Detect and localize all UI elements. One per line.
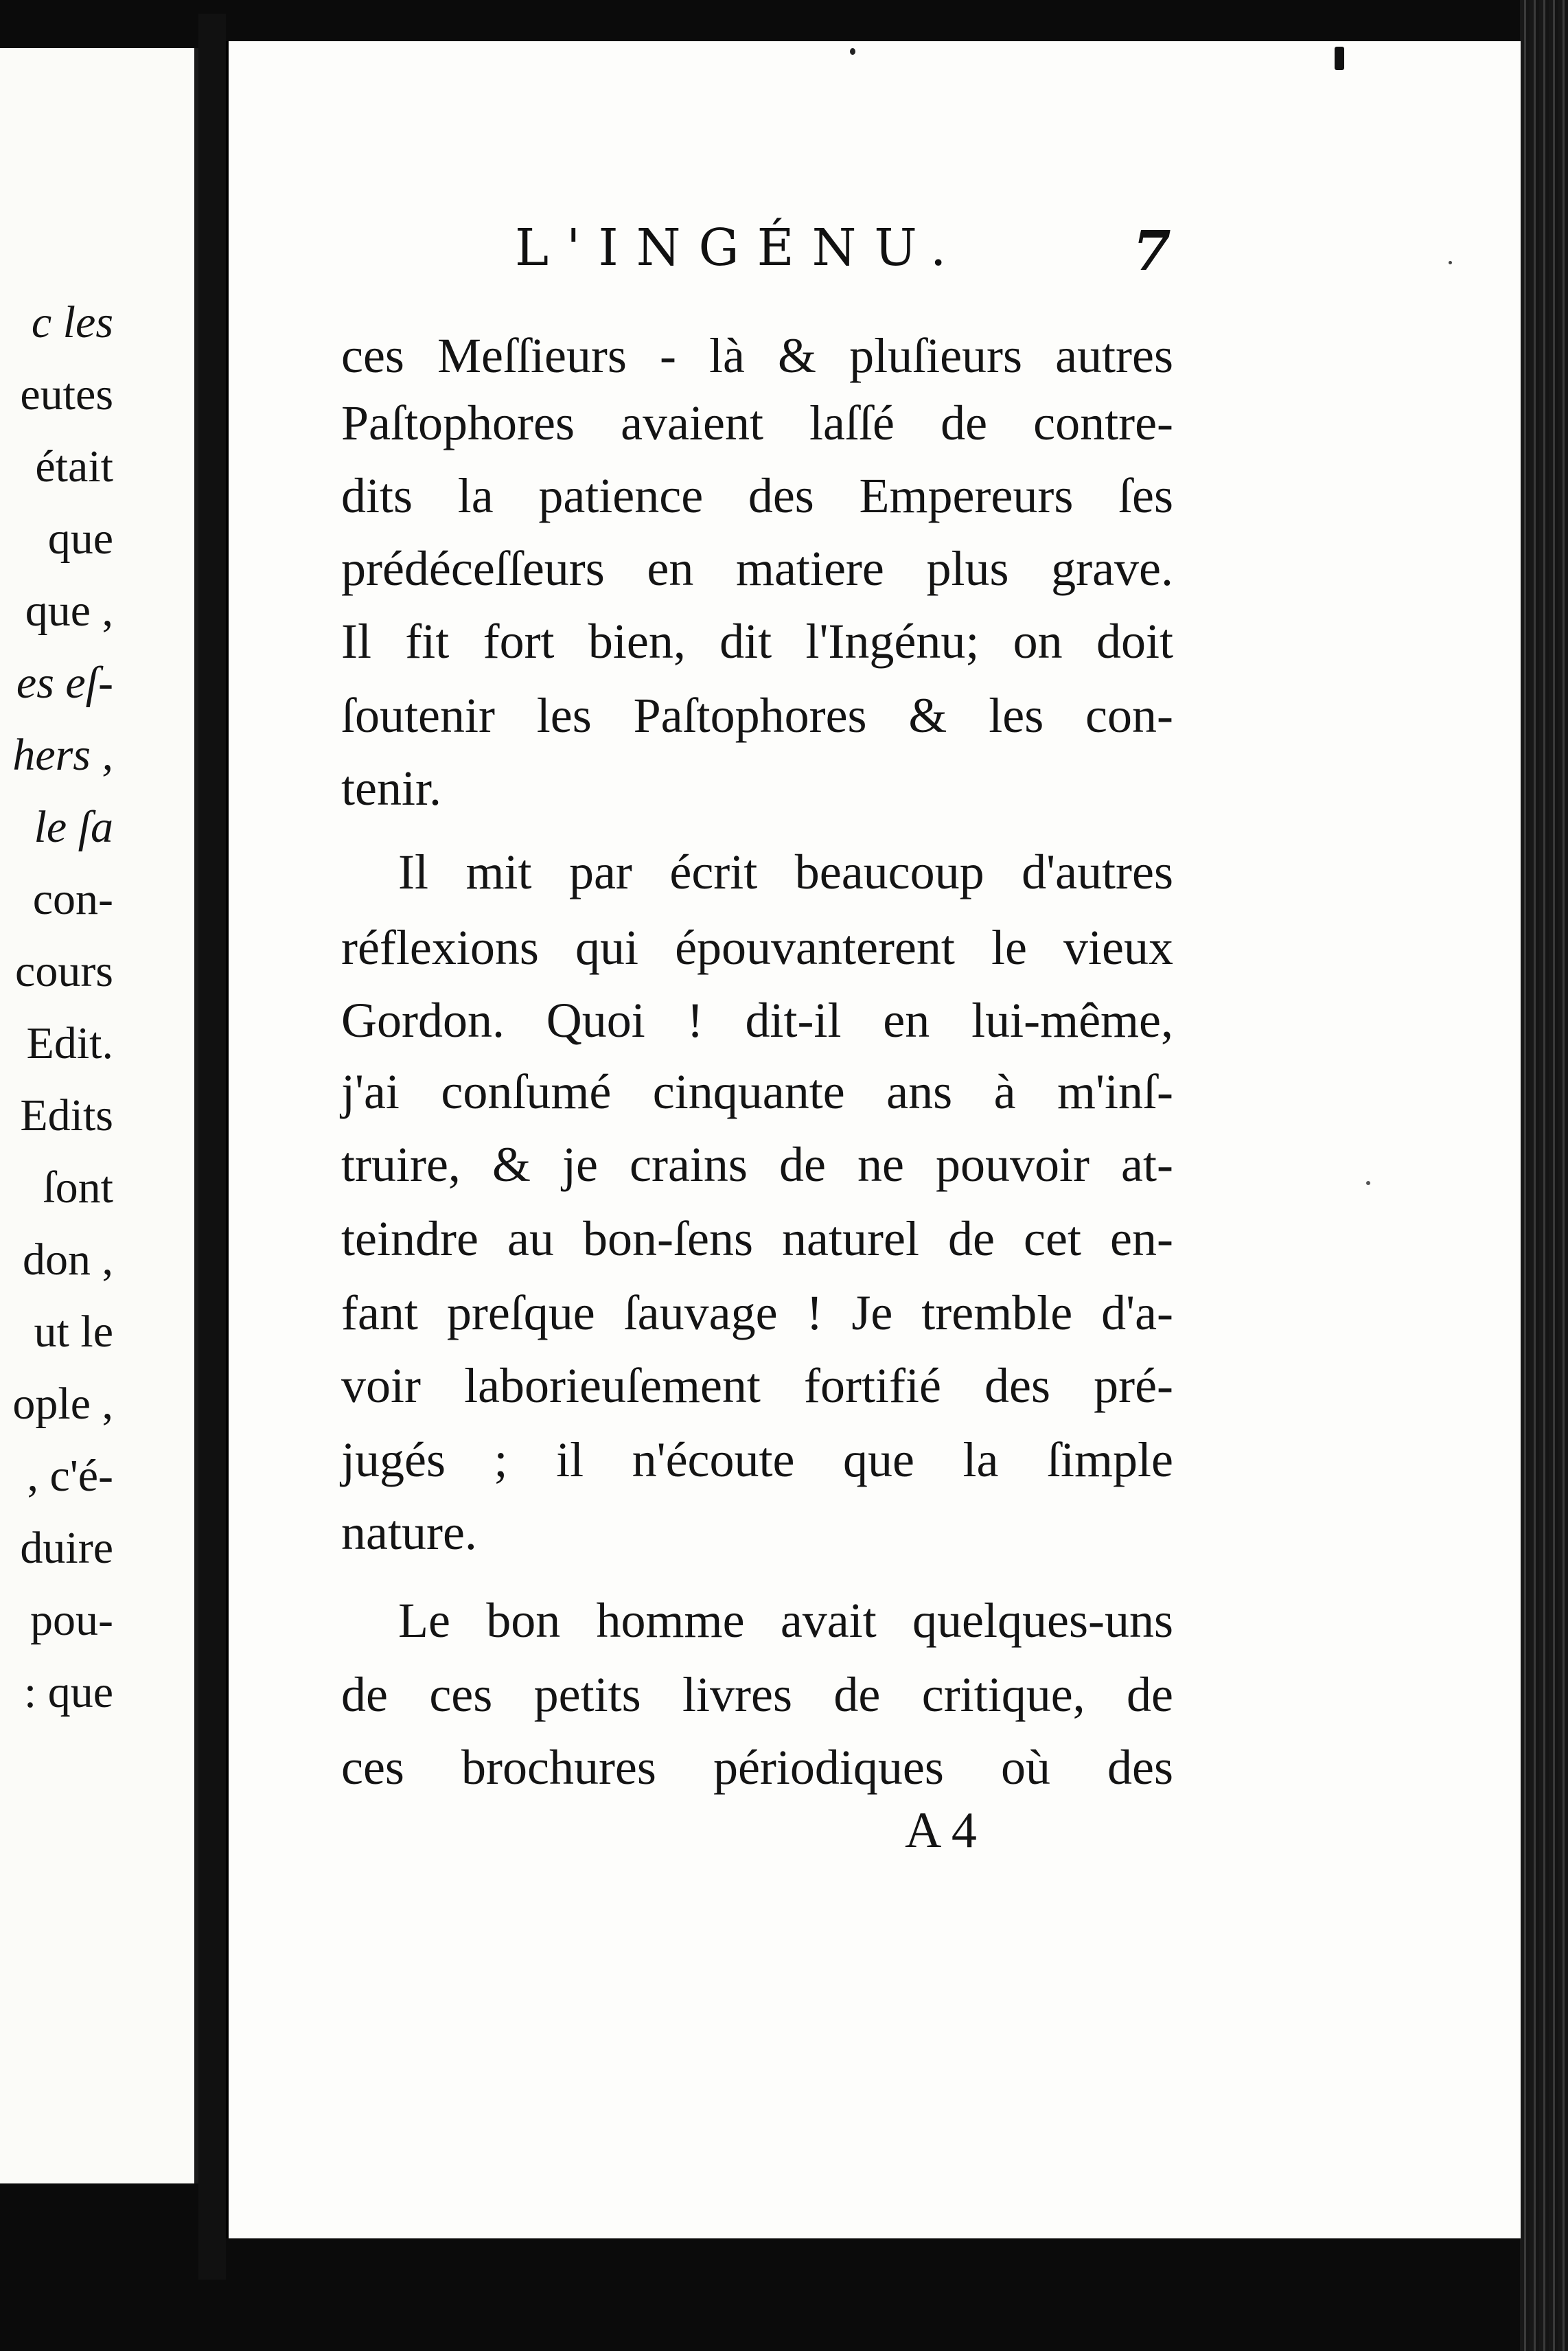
text-line: prédéceſſeurs en matiere plus grave. (341, 541, 1173, 596)
text-line: voir laborieuſement fortifié des pré- (341, 1358, 1173, 1413)
text-line: truire, & je crains de ne pouvoir at- (341, 1137, 1173, 1192)
verso-text-line: Edits (20, 1090, 113, 1140)
text-line: réflexions qui épouvanterent le vieux (341, 920, 1173, 975)
text-line: fant preſque ſauvage ! Je tremble d'a- (341, 1285, 1173, 1340)
verso-text-line: ſont (43, 1162, 113, 1213)
text-line: Le bon homme avait quelques-uns (398, 1593, 1173, 1648)
running-head: L'INGÉNU. (515, 218, 965, 277)
text-line: Gordon. Quoi ! dit-il en lui-même, (341, 993, 1173, 1048)
verso-text-line: c les (31, 297, 113, 347)
page-fore-edge (1520, 0, 1568, 2351)
text-line: j'ai conſumé cinquante ans à m'inſ- (341, 1064, 1173, 1119)
text-line: Paſtophores avaient laſſé de contre- (341, 395, 1173, 450)
verso-text-line: ut le (34, 1307, 113, 1357)
text-line: Il mit par écrit beaucoup d'autres (398, 845, 1173, 899)
verso-text-line: don , (23, 1235, 113, 1285)
text-line: de ces petits livres de critique, de (341, 1667, 1173, 1722)
page-number: 7 (1133, 218, 1171, 283)
verso-text-line: con- (32, 874, 113, 924)
verso-text-line: que , (25, 586, 113, 636)
scan-speck (1335, 47, 1344, 70)
book-gutter (198, 14, 226, 2280)
verso-text-line: le ſa (34, 802, 113, 852)
text-line: tenir. (341, 761, 441, 816)
signature-mark: A 4 (905, 1802, 977, 1859)
verso-page-fragment (0, 48, 198, 2183)
verso-text-line: ople , (12, 1379, 113, 1429)
text-line: jugés ; il n'écoute que la ſimple (341, 1432, 1173, 1487)
verso-text-line: eutes (20, 369, 113, 420)
text-line: Il fit fort bien, dit l'Ingénu; on doit (341, 614, 1173, 669)
verso-text-line: pou- (30, 1595, 113, 1645)
scan-speck (850, 48, 855, 55)
verso-text-line: duire (20, 1523, 113, 1573)
verso-text-line: es eſ- (16, 658, 113, 708)
verso-text-line: hers , (12, 730, 113, 780)
scan-speck (1366, 1181, 1370, 1185)
verso-text-line: cours (15, 946, 113, 996)
verso-text-line: Edit. (26, 1018, 113, 1068)
verso-text-line: : que (23, 1667, 113, 1717)
text-line: dits la patience des Empereurs ſes (341, 468, 1173, 523)
verso-text-line: que (47, 514, 113, 564)
text-line: teindre au bon-ſens naturel de cet en- (341, 1211, 1173, 1266)
text-line: nature. (341, 1505, 477, 1560)
text-line: ſoutenir les Paſtophores & les con- (341, 688, 1173, 743)
verso-text-line: était (35, 441, 113, 492)
verso-text-line: , c'é- (27, 1451, 113, 1501)
text-line: ces brochures périodiques où des (341, 1740, 1173, 1795)
text-line: ces Meſſieurs - là & pluſieurs autres (341, 328, 1173, 383)
scan-speck (1449, 261, 1452, 264)
